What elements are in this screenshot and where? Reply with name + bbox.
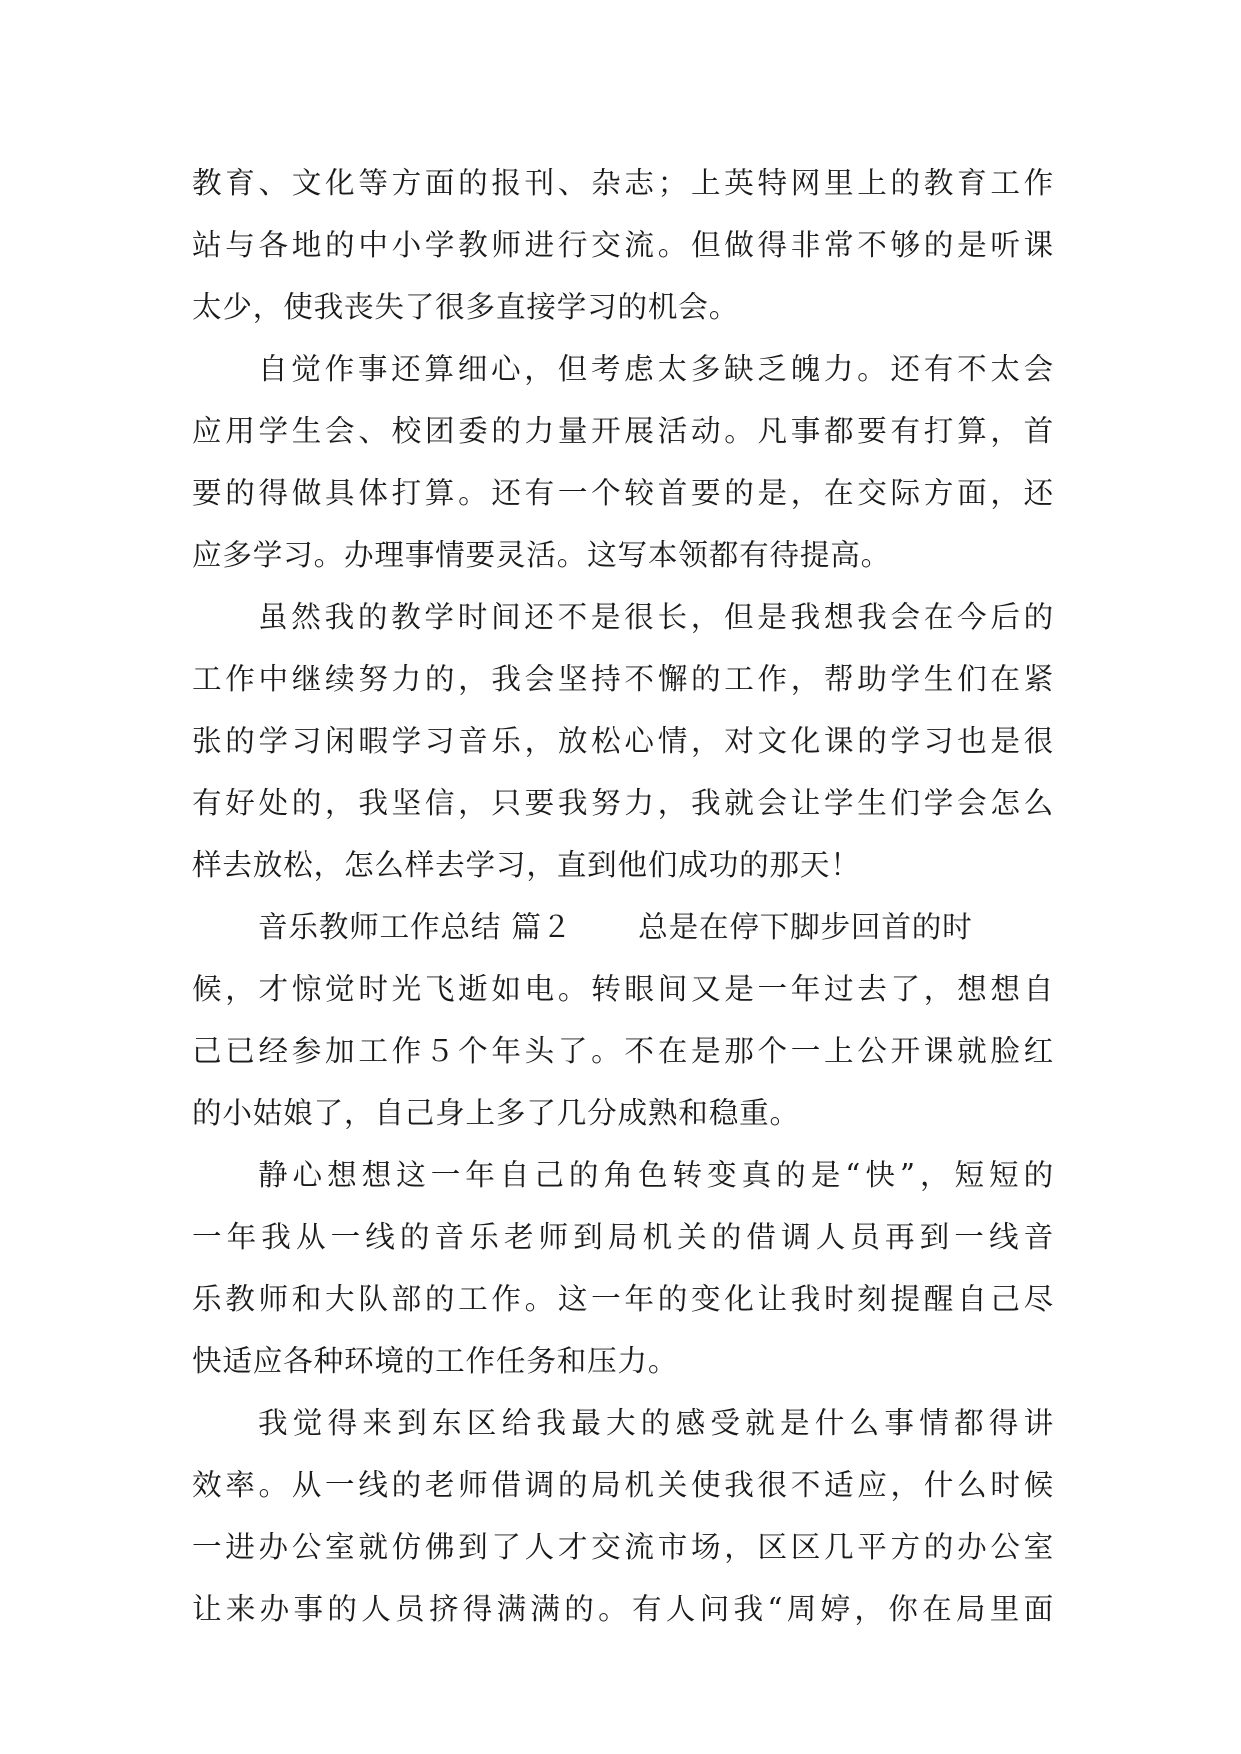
paragraph-first-line: 静心想想这一年自己的角色转变真的是“快”，短短的 [258,1158,1054,1192]
text-line: 效率。从一线的老师借调的局机关使我很不适应，什么时候 [192,1468,1054,1502]
text-line: 张的学习闲暇学习音乐，放松心情，对文化课的学习也是很 [192,724,1054,758]
text-line: 己已经参加工作５个年头了。不在是那个一上公开课就脸红 [192,1034,1054,1068]
text-line: 教育、文化等方面的报刊、杂志；上英特网里上的教育工作 [192,166,1054,200]
text-line: 站与各地的中小学教师进行交流。但做得非常不够的是听课 [192,228,1054,262]
text-line: 一进办公室就仿佛到了人才交流市场，区区几平方的办公室 [192,1530,1054,1564]
text-line: 工作中继续努力的，我会坚持不懈的工作，帮助学生们在紧 [192,662,1054,696]
text-line: 样去放松，怎么样去学习，直到他们成功的那天！ [192,848,861,882]
text-line: 一年我从一线的音乐老师到局机关的借调人员再到一线音 [192,1220,1054,1254]
text-line: 应多学习。办理事情要灵活。这写本领都有待提高。 [192,538,892,572]
text-line: 应用学生会、校团委的力量开展活动。凡事都要有打算，首 [192,414,1054,448]
text-line: 让来办事的人员挤得满满的。有人问我“周婷，你在局里面 [192,1592,1054,1626]
section-heading-line [192,896,1054,958]
paragraph-first-line: 我觉得来到东区给我最大的感受就是什么事情都得讲 [258,1406,1054,1440]
text-line: 有好处的，我坚信，只要我努力，我就会让学生们学会怎么 [192,786,1054,820]
section-title: 音乐教师工作总结 [258,910,502,944]
text-line: 候，才惊觉时光飞逝如电。转眼间又是一年过去了，想想自 [192,972,1054,1006]
section-number: 篇２ [511,910,573,944]
text-line: 的小姑娘了，自己身上多了几分成熟和稳重。 [192,1096,800,1130]
paragraph-first-line: 虽然我的教学时间还不是很长，但是我想我会在今后的 [258,600,1054,634]
text-line: 快适应各种环境的工作任务和压力。 [192,1344,679,1378]
heading-continuation: 总是在停下脚步回首的时 [638,910,973,944]
text-line: 乐教师和大队部的工作。这一年的变化让我时刻提醒自己尽 [192,1282,1054,1316]
text-line: 要的得做具体打算。还有一个较首要的是，在交际方面，还 [192,476,1054,510]
paragraph-first-line: 自觉作事还算细心，但考虑太多缺乏魄力。还有不太会 [258,352,1054,386]
document-body [192,152,1054,1640]
text-line: 太少，使我丧失了很多直接学习的机会。 [192,290,740,324]
